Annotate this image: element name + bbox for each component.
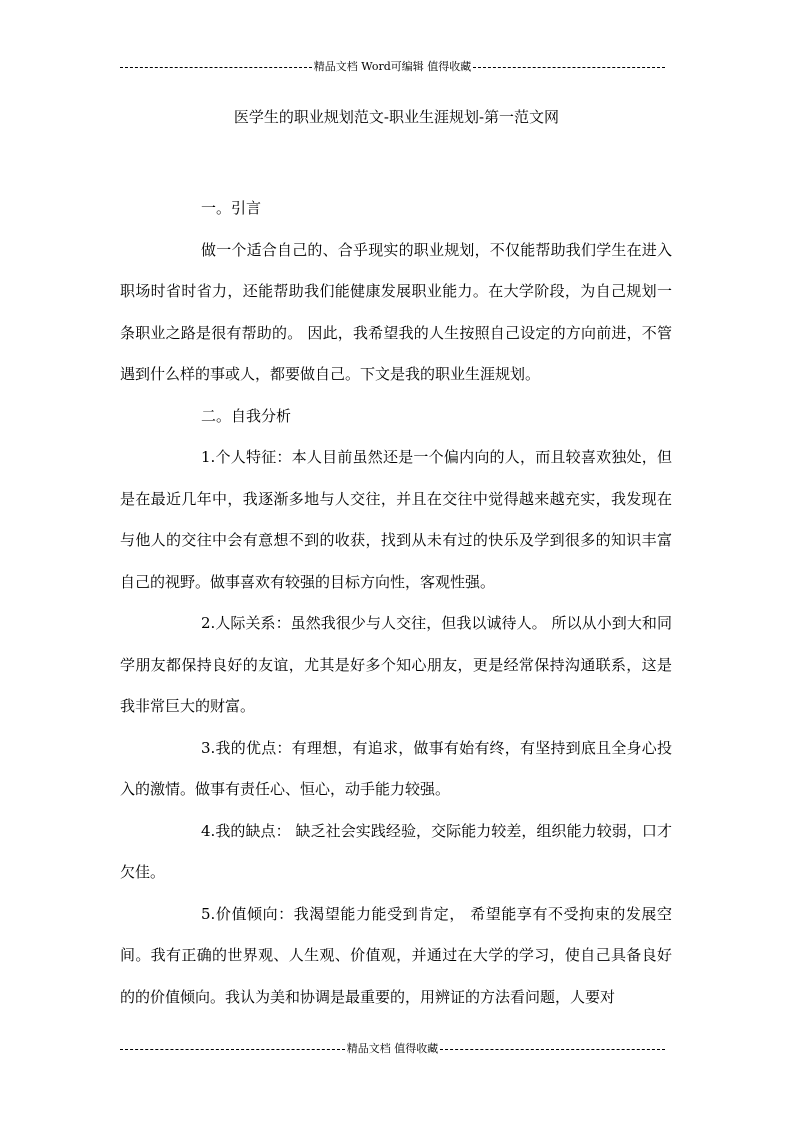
page-footer: [120, 1042, 665, 1056]
footer-dash-right: [440, 1049, 665, 1050]
paragraph-weaknesses: 4.我的缺点： 缺乏社会实践经验，交际能力较差，组织能力较弱，口才欠佳。: [120, 821, 672, 881]
page-header: [120, 60, 665, 74]
paragraph-strengths: 3.我的优点：有理想，有追求，做事有始有终，有坚持到底且全身心投入的激情。做事有责任心、恒心，动手能力较强。: [120, 738, 672, 798]
footer-text: 精品文档 值得收藏: [346, 1042, 439, 1055]
paragraph-values: 5.价值倾向：我渴望能力能受到肯定， 希望能享有不受拘束的发展空间。我有正确的世界观、人生观、价值观，并通过在大学的学习，使自己具备良好的的价值倾向。我认为美和协调是最重要的，用辨证的方法看问题，人要对: [120, 904, 672, 1006]
footer-dash-left: [120, 1049, 345, 1050]
paragraph-personal-traits: 1.个人特征：本人目前虽然还是一个偏内向的人，而且较喜欢独处，但是在最近几年中，我逐渐多地与人交往，并且在交往中觉得越来越充实，我发现在与他人的交往中会有意想不到的收获，找到从未有过的快乐及学到很多的知识丰富自己的视野。做事喜欢有较强的目标方向性，客观性强。: [120, 448, 672, 591]
document-body: [120, 188, 672, 1018]
section-heading-self-analysis: 二。自我分析: [201, 406, 292, 425]
document-title: 医学生的职业规划范文-职业生涯规划-第一范文网: [233, 108, 560, 126]
header-text: 精品文档 Word可编辑 值得收藏: [313, 60, 472, 73]
paragraph-intro: 做一个适合自己的、合乎现实的职业规划，不仅能帮助我们学生在进入职场时省时省力，还能帮助我们能健康发展职业能力。在大学阶段，为自己规划一条职业之路是很有帮助的。 因此，我希望我的人生按照自己设定的方向前进，不管遇到什么样的事或人，都要做自己。下文是我的职业生涯规划。: [120, 240, 672, 383]
header-dash-left: [120, 67, 312, 68]
section-heading-intro: 一。引言: [201, 199, 262, 217]
paragraph-relationships: 2.人际关系：虽然我很少与人交往，但我以诚待人。 所以从小到大和同学朋友都保持良好的友谊，尤其是好多个知心朋友，更是经常保持沟通联系，这是我非常巨大的财富。: [120, 614, 672, 715]
header-dash-right: [473, 67, 665, 68]
